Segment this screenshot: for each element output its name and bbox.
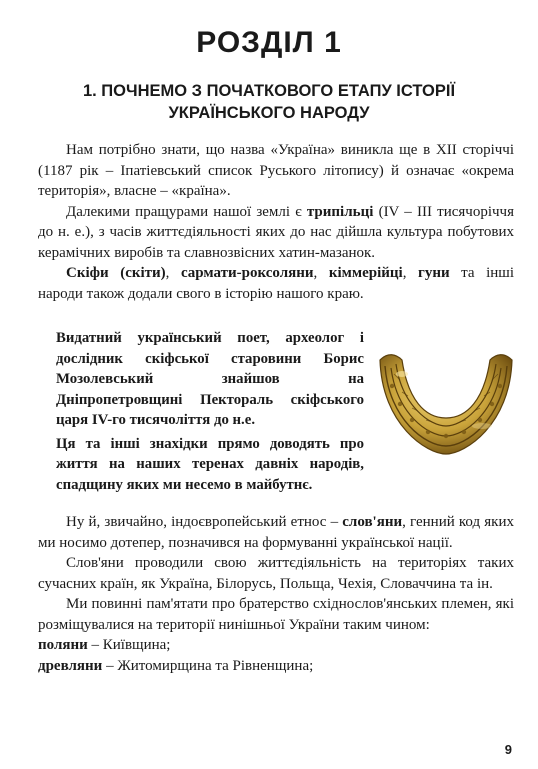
term-sarmatians: сармати-роксоляни — [180, 265, 314, 281]
paragraph-slav-territories: Слов'яни проводили свою життєдіяльність на територіях таких сучасних країн, як Україна, Білорусь, Польща, Чехія, Словаччина та ін. — [38, 555, 514, 592]
text-run: Далекими пращурами нашої землі є — [66, 203, 307, 220]
text-run: , — [402, 265, 419, 281]
tribe-region: – Київщина; — [87, 637, 171, 653]
tribe-item — [38, 635, 514, 656]
text-run: (IV – III тисячоріччя до н. е.), з часів життєдіяльності яких до нас дійшла культура побутових керамічних виробів та славнозвісних хатин-мазанок. — [38, 203, 514, 261]
highlight-paragraph-heritage: Ця та інші знахідки прямо доводять про життя на наших теренах давніх народів, спадщину яких ми несемо в майбутнє. — [56, 435, 364, 493]
text-run: Ну й, звичайно, індоєвропейський етнос – — [66, 514, 343, 530]
term-scythians: Скіфи (скіти) — [66, 265, 166, 281]
term-slavs: слов'яни — [342, 514, 403, 530]
chapter-title: РОЗДІЛ 1 — [196, 26, 342, 59]
paragraph-brotherhood: Ми повинні пам'ятати про братерство східнослов'янських племен, які розміщувалися на території нинішньої України таким чином: — [38, 596, 514, 633]
page-number: 9 — [504, 742, 512, 757]
paragraph-trypillians — [38, 202, 514, 264]
intro-text — [38, 140, 514, 304]
paragraph-slavs — [38, 512, 514, 553]
paragraph-ukraine-name: Нам потрібно знати, що назва «Україна» виникла ще в XII сторіччі (1187 рік – Іпатіевський список Руського літопису) й означає «окрема територія», власне – «країна». — [38, 142, 514, 199]
highlight-paragraph-pectoral: Видатний український поет, археолог і дослідник скіфської старовини Борис Мозолевський знайшов на Дніпропетровщині Пектораль скіфського царя IV-го тисячоліття до н.е. — [56, 330, 364, 428]
section-title: 1. ПОЧНЕМО З ПОЧАТКОВОГО ЕТАПУ ІСТОРІЇ УКРАЇНСЬКОГО НАРОДУ — [82, 82, 456, 122]
scythian-pectoral-image — [372, 330, 520, 458]
text-run: , — [313, 265, 329, 281]
term-trypillians: трипільці — [306, 203, 374, 220]
term-huns: гуни — [418, 265, 450, 281]
text-run: , — [165, 265, 181, 281]
tribe-name: древляни — [38, 657, 103, 674]
tribe-item — [38, 656, 514, 677]
paragraph-other-peoples — [38, 263, 514, 304]
highlight-box — [56, 328, 364, 495]
term-cimmerians: кіммерійці — [328, 265, 403, 281]
main-text — [38, 512, 514, 676]
text-run: та інші народи також додали свого в історію нашого краю. — [38, 265, 515, 302]
tribe-name: поляни — [38, 637, 88, 653]
tribe-region: – Житомирщина та Рівненщина; — [102, 657, 314, 674]
text-run: , генний код яких ми носимо дотепер, позначився на формуванні української нації. — [38, 514, 514, 551]
